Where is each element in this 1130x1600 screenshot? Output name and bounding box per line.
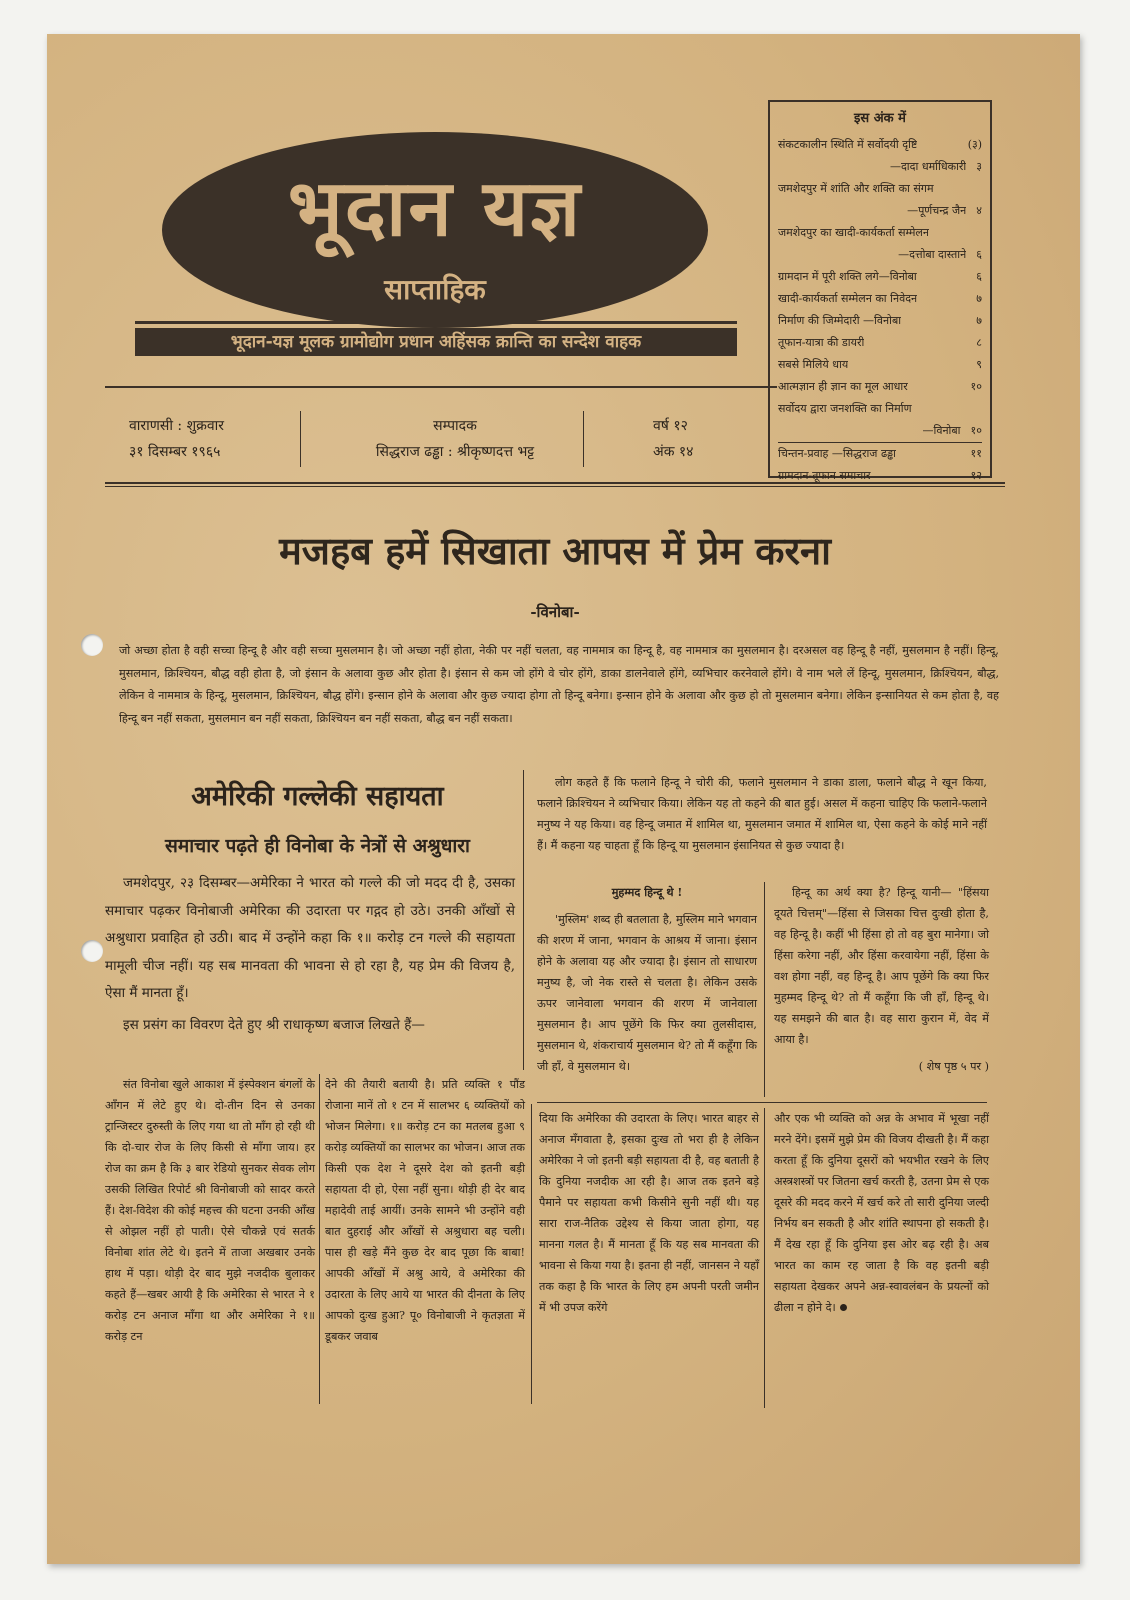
issue-date: ३१ दिसम्बर १९६५ bbox=[129, 444, 221, 460]
contents-item-page: ९ bbox=[976, 358, 982, 371]
contents-item-page: १२ bbox=[970, 469, 982, 482]
contents-item bbox=[778, 420, 982, 442]
continued-note: ( शेष पृष्ठ ५ पर ) bbox=[918, 1060, 989, 1073]
contents-item-page: ३ bbox=[976, 160, 982, 173]
end-mark-icon bbox=[840, 1304, 847, 1311]
contents-item-title: खादी-कार्यकर्ता सम्मेलन का निवेदन bbox=[778, 292, 918, 305]
contents-item-page: ८ bbox=[976, 336, 982, 349]
punch-hole bbox=[81, 634, 103, 656]
contents-item-title: जमशेदपुर का खादी-कार्यकर्ता सम्मेलन bbox=[778, 226, 929, 239]
story-column-1 bbox=[105, 1074, 315, 1353]
contents-item bbox=[778, 222, 982, 244]
contents-item bbox=[778, 398, 982, 420]
story-paragraph: संत विनोबा खुले आकाश में इंस्पेक्शन बंगलों के आँगन में लेटे हुए थे। दो-तीन दिन से उनका ट्रान्जिस्टर दुरुस्ती के लिए गया था तो माँग हो रही थी कि दो-चार रोज के लिए किसी से माँगा जाय। हर रोज का क्रम है कि ३ बार रेडियो सुनकर सेवक लोग उसकी लिखित रिपोर्ट श्री विनोबाजी को सादर करते हैं। देश-विदेश की कोई महत्त्व की घटना उनकी आँख से ओझल नहीं हो पाती। ऐसे चौकन्ने एवं सतर्क विनोबा शांत लेटे थे। इतने में ताजा अखबार उनके हाथ में पड़ा। थोड़ी देर बाद मुझे नजदीक बुलाकर कहते हैं—खबर आयी है कि अमेरिका से भारत ने १ करोड़ टन अनाज माँगा था और अमेरिका ने १॥ करोड़ टन bbox=[105, 1078, 315, 1343]
story-lede bbox=[105, 870, 515, 1043]
volume-year: वर्ष १२ bbox=[653, 418, 688, 434]
divider bbox=[105, 486, 1005, 487]
story-headline: अमेरिकी गल्लेकी सहायता bbox=[191, 781, 444, 812]
lead-paragraph: हिन्दू का अर्थ क्या है? हिन्दू यानी— "हिंसया दूयते चित्तम्"—हिंसा से जिसका चित्त दुःखी होता है, वह हिन्दू है। कहीं भी हिंसा हो तो वह बुरा मानेगा। जो हिंसा करेगा नहीं, और हिंसा करवायेगा नहीं, हिंसा के वश होगा नहीं, वह हिन्दू है। आप पूछेंगे कि क्या फिर मुहम्मद हिन्दू थे? तो मैं कहूँगा कि जी हाँ, हिन्दू थे। यह समझने की बात है। वह सारा कुरान में, वेद में आया है। bbox=[774, 886, 989, 1046]
contents-item bbox=[778, 332, 982, 354]
story-column-2 bbox=[325, 1074, 525, 1353]
contents-heading: इस अंक में bbox=[854, 111, 906, 126]
lead-headline: मजहब हमें सिखाता आपस में प्रेम करना bbox=[279, 529, 831, 573]
contents-item-page: ४ bbox=[976, 204, 982, 217]
contents-item bbox=[778, 288, 982, 310]
lead-column-a bbox=[537, 772, 987, 862]
contents-box bbox=[768, 100, 992, 482]
contents-item-title: ग्रामदान में पूरी शक्ति लगे—विनोबा bbox=[778, 270, 917, 283]
contents-item-title: ग्रामदान-तूफान समाचार bbox=[778, 469, 871, 482]
lead-byline: -विनोबा- bbox=[530, 603, 580, 621]
column-rule bbox=[531, 1104, 532, 1404]
contents-item-title: —विनोबा bbox=[922, 424, 961, 437]
contents-item-title: जमशेदपुर में शांति और शक्ति का संगम bbox=[778, 182, 934, 195]
contents-item-title: संकटकालीन स्थिति में सर्वोदयी दृष्टि bbox=[778, 138, 918, 151]
contents-item bbox=[778, 134, 982, 156]
contents-item-page: (३) bbox=[967, 138, 982, 151]
contents-item bbox=[778, 310, 982, 332]
contents-item bbox=[778, 178, 982, 200]
column-rule bbox=[319, 1074, 320, 1404]
contents-item bbox=[778, 442, 982, 465]
contents-item bbox=[778, 354, 982, 376]
divider bbox=[583, 411, 584, 467]
contents-item-title: —दादा धर्माधिकारी bbox=[889, 160, 967, 173]
contents-item bbox=[778, 156, 982, 178]
masthead-subtitle: साप्ताहिक bbox=[384, 273, 486, 306]
column-rule bbox=[764, 1108, 765, 1408]
masthead-title: भूदान यज्ञ bbox=[287, 164, 583, 254]
contents-item-page: ६ bbox=[976, 248, 982, 261]
contents-item bbox=[778, 244, 982, 266]
story-paragraph: दिया कि अमेरिका की उदारता के लिए। भारत बाहर से अनाज मँगवाता है, इसका दुःख तो भरा ही है लेकिन अमेरिका ने जो इतनी बड़ी सहायता दी है, वह बताती है कि दुनिया नजदीक आ रही है। आज तक इतने बड़े पैमाने पर सहायता कभी किसीने सुनी नहीं थी। यह सारा राज-नैतिक उद्देश्य से किया जाता होगा, यह मानना गलत है। मैं मानता हूँ कि यह सब मानवता की भावना से किया गया है। इतना ही नहीं, जानसन ने यहाँ तक कहा है कि भारत के लिए हम अपनी परती जमीन में भी उपज करेंगे bbox=[539, 1112, 759, 1314]
contents-item-page: ६ bbox=[976, 270, 982, 283]
story-paragraph: और एक भी व्यक्ति को अन्न के अभाव में भूखा नहीं मरने देंगे। इसमें मुझे प्रेम की विजय दीखती है। मैं कहा करता हूँ कि दुनिया दूसरों को भयभीत रखने के लिए अस्त्रशस्त्रों पर जितना खर्च करती है, उतना प्रेम से एक दूसरे की मदद करने में खर्च करे तो सारी दुनिया जल्दी निर्भय बन सकती है और शांति स्थापना हो सकती है। मैं देख रहा हूँ कि दुनिया इस ओर बढ़ रही है। अब भारत का काम रह जाता है कि वह इतनी बड़ी सहायता देखकर अपने अन्न-स्वावलंबन के प्रयत्नों को ढीला न होने दे। bbox=[774, 1112, 989, 1314]
newspaper-page bbox=[47, 34, 1080, 1564]
divider bbox=[105, 482, 1005, 484]
column-rule bbox=[764, 882, 765, 1097]
contents-item-title: चिन्तन-प्रवाह —सिद्धराज ढड्ढा bbox=[778, 447, 896, 460]
contents-item-title: —दत्तोबा दास्ताने bbox=[898, 248, 967, 261]
contents-item-title: आत्मज्ञान ही ज्ञान का मूल आधार bbox=[778, 380, 908, 393]
lead-column-b bbox=[537, 882, 757, 1083]
contents-item bbox=[778, 376, 982, 398]
contents-list bbox=[778, 134, 982, 487]
story-lede-intro: इस प्रसंग का विवरण देते हुए श्री राधाकृष्ण बजाज लिखते हैं— bbox=[123, 1016, 425, 1033]
story-paragraph: देने की तैयारी बतायी है। प्रति व्यक्ति १ पौंड रोजाना मानें तो १ टन में सालभर ६ व्यक्तियों को भोजन मिलेगा। १॥ करोड़ टन का मतलब हुआ ९ करोड़ व्यक्तियों का सालभर का भोजन। आज तक किसी एक देश ने दूसरे देश को इतनी बड़ी सहायता दी हो, ऐसा नहीं सुना। थोड़ी ही देर बाद महादेवी ताई आयीं। उनके सामने भी उन्होंने वही बात दुहराई और आँखों से अश्रुधारा बह चली। पास ही खड़े मैंने कुछ देर बाद पूछा कि बाबा! आपकी आँखों में अश्रु आये, वे अमेरिका की उदारता के लिए आये या भारत की दीनता के लिए आपको दुःख हुआ? पू० विनोबाजी ने कृतज्ञता में डूबकर जवाब bbox=[325, 1078, 525, 1343]
divider bbox=[537, 1102, 987, 1103]
contents-item bbox=[778, 200, 982, 222]
dateline bbox=[105, 407, 765, 473]
issue-number: अंक १४ bbox=[653, 444, 694, 460]
contents-item bbox=[778, 266, 982, 288]
place-day: वाराणसी : शुक्रवार bbox=[129, 418, 224, 434]
lead-column-c bbox=[774, 882, 989, 1083]
contents-item-page: १० bbox=[970, 380, 982, 393]
divider bbox=[105, 386, 777, 388]
punch-hole bbox=[81, 940, 103, 962]
story-column-4 bbox=[774, 1108, 989, 1324]
contents-item-title: सर्वोदय द्वारा जनशक्ति का निर्माण bbox=[778, 402, 912, 415]
story-column-3 bbox=[539, 1108, 759, 1324]
contents-item-title: सबसे मिलिये धाय bbox=[778, 358, 849, 371]
lead-subheading: मुहम्मद हिन्दू थे ! bbox=[611, 885, 683, 899]
contents-item-page: ७ bbox=[976, 292, 982, 305]
contents-item-title: तूफान-यात्रा की डायरी bbox=[778, 336, 865, 349]
editor-label: सम्पादक bbox=[433, 418, 477, 434]
story-lede-text: जमशेदपुर, २३ दिसम्बर—अमेरिका ने भारत को गल्ले की जो मदद दी है, उसका समाचार पढ़कर विनोबाजी अमेरिका की उदारता पर गद्गद हो उठे। उनकी आँखों से अश्रुधारा प्रवाहित हो उठी। बाद में उन्होंने कहा कि १॥ करोड़ टन गल्ले की सहायता मामूली चीज नहीं। यह सब मानवता की भावना से हो रहा है, यह प्रेम की विजय है, ऐसा मैं मानता हूँ। bbox=[105, 875, 515, 1001]
column-rule bbox=[523, 770, 524, 1070]
masthead-tagline: भूदान-यज्ञ मूलक ग्रामोद्योग प्रधान अहिंसक क्रान्ति का सन्देश वाहक bbox=[135, 328, 737, 356]
story-subhead: समाचार पढ़ते ही विनोबा के नेत्रों से अश्रुधारा bbox=[165, 835, 470, 857]
contents-item-title: —पूर्णचन्द्र जैन bbox=[907, 204, 967, 217]
divider bbox=[300, 411, 301, 467]
contents-item-page: १० bbox=[970, 424, 982, 437]
masthead-rule bbox=[135, 321, 737, 324]
contents-item-page: ७ bbox=[976, 314, 982, 327]
lead-paragraph: 'मुस्लिम' शब्द ही बतलाता है, मुस्लिम माने भगवान की शरण में जाना, भगवान के आश्रय में जाना। इंसान होने के अलावा यह और ज्यादा है। इंसान तो साधारण मनुष्य है, जो नेक रास्ते से चलता है। लेकिन उसके ऊपर जानेवाला भगवान की शरण में जानेवाला मुसलमान है। आप पूछेंगे कि फिर क्या तुलसीदास, मुसलमान थे, शंकराचार्य मुसलमान थे? तो मैं कहूँगा कि जी हाँ, वे मुसलमान थे। bbox=[537, 913, 757, 1073]
contents-item-page: ११ bbox=[970, 447, 982, 460]
lead-paragraph: लोग कहते हैं कि फलाने हिन्दू ने चोरी की, फलाने मुसलमान ने डाका डाला, फलाने बौद्ध ने खून किया, फलाने क्रिश्चियन ने व्यभिचार किया। लेकिन यह तो कहने की बात हुई। असल में कहना चाहिए कि फलाने-फलाने मनुष्य ने यह किया। वह हिन्दू जमात में शामिल था, मुसलमान जमात में शामिल था, ऐसा कहने के कोई माने नहीं हैं। मैं कहना यह चाहता हूँ कि हिन्दू या मुसलमान इंसानियत से कुछ ज्यादा है। bbox=[537, 776, 987, 852]
editor-names: सिद्धराज ढड्ढा : श्रीकृष्णदत्त भट्ट bbox=[375, 444, 535, 460]
lead-intro: जो अच्छा होता है वही सच्चा हिन्दू है और वही सच्चा मुसलमान है। जो अच्छा नहीं होता, नेकी पर नहीं चलता, वह नाममात्र का हिन्दू है, वह नाममात्र का मुसलमान है। दरअसल वह हिन्दू है नहीं, मुसलमान है नहीं। हिन्दू, मुसलमान, क्रिश्चियन, बौद्ध वही होता है, जो इंसान के अलावा कुछ और होता है। इंसान से कम जो होंगे वे चोर होंगे, डाका डालनेवाले होंगे, व्यभिचार करनेवाले होंगे। वे नाम भले लें हिन्दू, मुसलमान, क्रिश्चियन, बौद्ध, लेकिन वे नाममात्र के हिन्दू, मुसलमान, क्रिश्चियन, बौद्ध होंगे। इन्सान होने के अलावा और कुछ ज्यादा होगा तो हिन्दू बनेगा। इन्सान होने के अलावा और कुछ हो तो मुसलमान बनेगा। लेकिन इन्सानियत से कम होता है, वह हिन्दू बन नहीं सकता, मुसलमान बन नहीं सकता, क्रिश्चियन बन नहीं सकता, बौद्ध बन नहीं सकता। bbox=[119, 644, 999, 725]
contents-item-title: निर्माण की जिम्मेदारी —विनोबा bbox=[778, 314, 902, 327]
